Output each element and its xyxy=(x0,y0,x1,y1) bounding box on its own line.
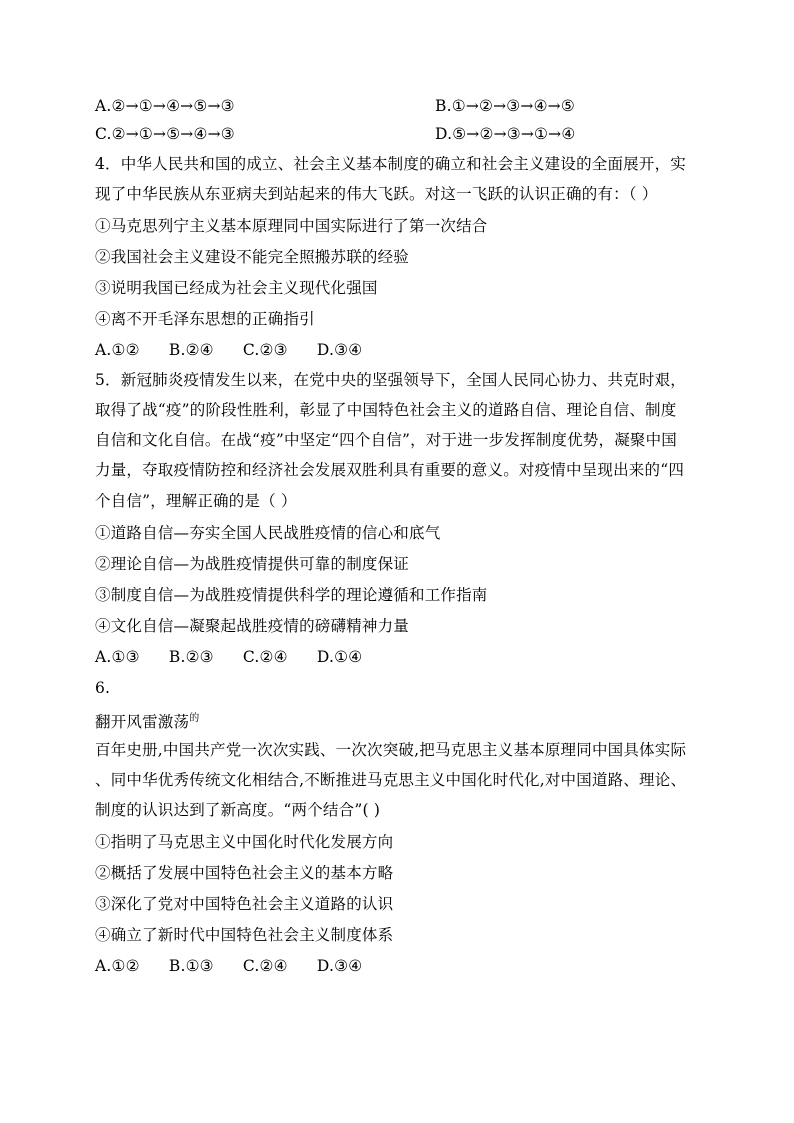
q5-option-d: D.①④ xyxy=(316,648,363,666)
q5-option-b: B.②③ xyxy=(168,648,214,666)
q3-option-c: C.②→①→⑤→④→③ xyxy=(95,125,235,143)
q5-options xyxy=(95,647,386,667)
q6-item-3: ③深化了党对中国特色社会主义道路的认识 xyxy=(95,895,394,913)
q3-option-a: A.②→①→④→⑤→③ xyxy=(95,97,235,115)
q6-stem-line-3: 制度的认识达到了新高度。“两个结合”( ) xyxy=(95,801,381,819)
q6-option-a: A.①② xyxy=(95,957,140,975)
q4-option-d: D.③④ xyxy=(316,341,363,359)
q5-item-3: ③制度自信—为战胜疫情提供科学的理论遵循和工作指南 xyxy=(95,586,488,604)
q6-option-c: C.②④ xyxy=(242,957,288,975)
q4-option-a: A.①② xyxy=(95,341,140,359)
q5-stem-line-1: 5．新冠肺炎疫情发生以来，在党中央的坚强领导下，全国人民同心协力、共克时艰， xyxy=(95,371,686,389)
q3-option-d: D.⑤→②→③→①→④ xyxy=(435,125,576,143)
q6-option-b: B.①③ xyxy=(168,957,214,975)
q4-options xyxy=(95,340,386,360)
q5-stem-line-5: 个自信”，理解正确的是（ ） xyxy=(95,492,297,510)
q6-option-d: D.③④ xyxy=(316,957,363,975)
q6-options xyxy=(95,956,386,976)
q5-item-4: ④文化自信—凝聚起战胜疫情的磅礴精神力量 xyxy=(95,617,410,635)
q5-stem-line-2: 取得了战“疫”的阶段性胜利，彰显了中国特色社会主义的道路自信、理论自信、制度 xyxy=(95,401,677,419)
q4-stem-line-2: 现了中华民族从东亚病夫到站起来的伟大飞跃。对这一飞跃的认识正确的有：（ ） xyxy=(95,185,658,203)
q4-item-4: ④离不开毛泽东思想的正确指引 xyxy=(95,310,315,328)
q4-item-2: ②我国社会主义建设不能完全照搬苏联的经验 xyxy=(95,248,410,266)
q6-item-2: ②概括了发展中国特色社会主义的基本方略 xyxy=(95,864,394,882)
q3-options-row-1 xyxy=(95,96,575,116)
q6-number: 6. xyxy=(95,679,111,697)
q6-title-superscript: 的 xyxy=(189,713,200,724)
q6-item-4: ④确立了新时代中国特色社会主义制度体系 xyxy=(95,926,394,944)
q4-stem-line-1: 4．中华人民共和国的成立、社会主义基本制度的确立和社会主义建设的全面展开，实 xyxy=(95,155,686,173)
q6-item-1: ①指明了马克思主义中国化时代化发展方向 xyxy=(95,833,394,851)
q5-option-a: A.①③ xyxy=(95,648,140,666)
q5-stem-line-4: 力量，夺取疫情防控和经济社会发展双胜利具有重要的意义。对疫情中呈现出来的“四 xyxy=(95,461,685,479)
q3-option-b: B.①→②→③→④→⑤ xyxy=(435,97,575,115)
q6-stem-line-1: 百年史册,中国共产党一次次实践、一次次突破,把马克思主义基本原理同中国具体实际 xyxy=(95,741,687,759)
q5-item-1: ①道路自信—夯实全国人民战胜疫情的信心和底气 xyxy=(95,524,441,542)
q4-item-1: ①马克思列宁主义基本原理同中国实际进行了第一次结合 xyxy=(95,217,488,235)
q5-item-2: ②理论自信—为战胜疫情提供可靠的制度保证 xyxy=(95,555,410,573)
q6-stem-line-2: 、同中华优秀传统文化相结合,不断推进马克思主义中国化时代化,对中国道路、理论、 xyxy=(95,771,687,789)
q4-option-b: B.②④ xyxy=(168,341,214,359)
q5-stem-line-3: 自信和文化自信。在战“疫”中坚定“四个自信”，对于进一步发挥制度优势，凝聚中国 xyxy=(95,431,677,449)
q5-option-c: C.②④ xyxy=(242,648,288,666)
q3-options-row-2 xyxy=(95,124,576,144)
q4-option-c: C.②③ xyxy=(242,341,288,359)
q6-title xyxy=(95,709,199,732)
q4-item-3: ③说明我国已经成为社会主义现代化强国 xyxy=(95,279,378,297)
q6-title-text: 翻开风雷激荡 xyxy=(95,713,190,732)
